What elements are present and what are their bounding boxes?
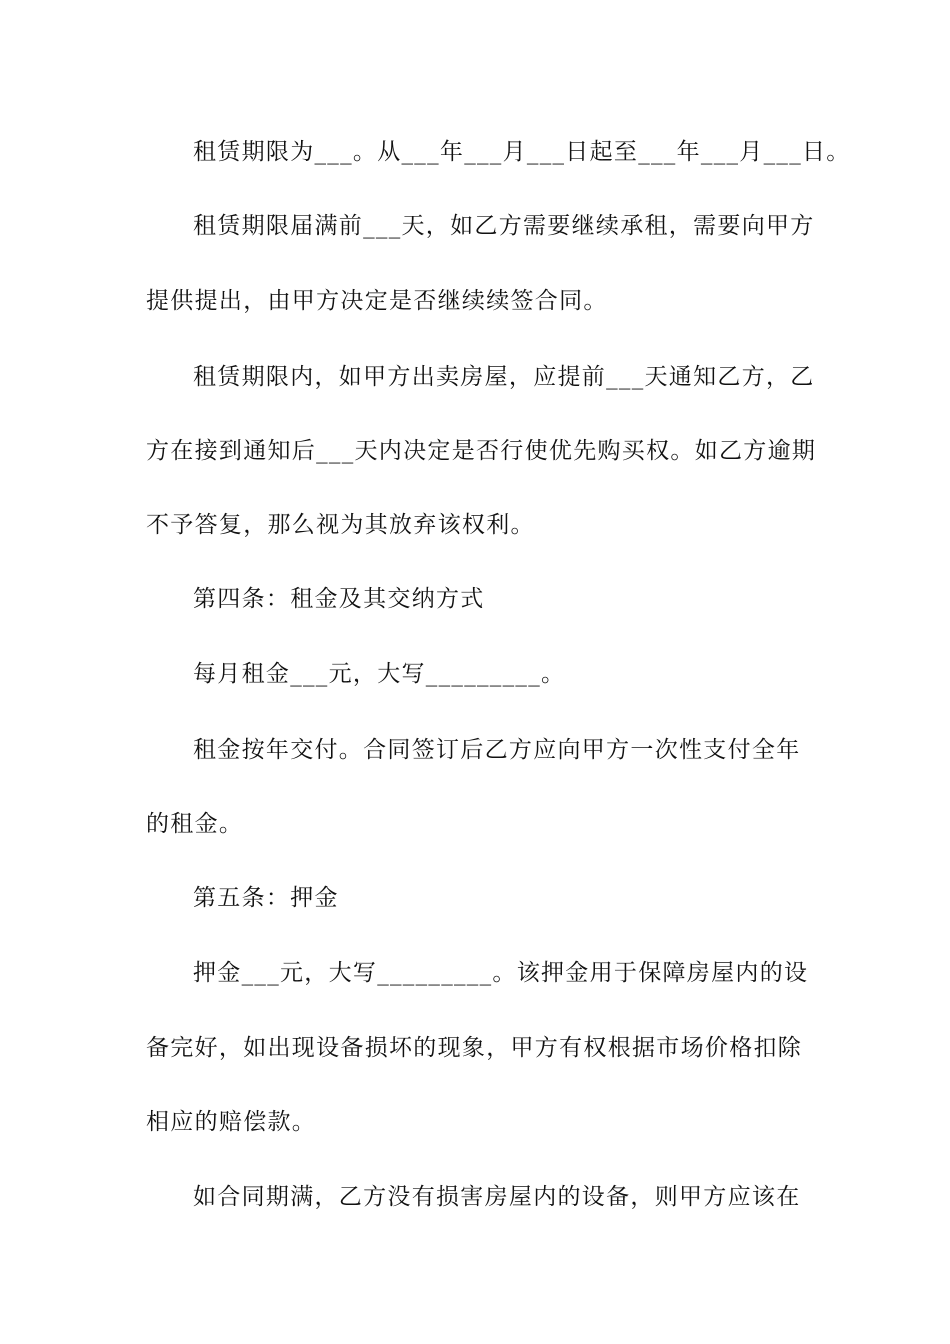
deposit-line-2: 备完好，如出现设备损坏的现象，甲方有权根据市场价格扣除: [146, 1035, 803, 1061]
contract-expiry-line: 如合同期满，乙方没有损害房屋内的设备，则甲方应该在: [193, 1184, 801, 1210]
monthly-rent-line: 每月租金___元，大写_________。: [193, 661, 566, 687]
deposit-line-3: 相应的赔偿款。: [146, 1109, 317, 1135]
sale-notice-line-1: 租赁期限内，如甲方出卖房屋，应提前___天通知乙方，乙: [193, 364, 815, 390]
deposit-line-1: 押金___元，大写_________。该押金用于保障房屋内的设: [193, 960, 809, 986]
article-four-heading: 第四条：租金及其交纳方式: [193, 586, 485, 612]
article-five-heading: 第五条：押金: [193, 885, 339, 911]
sale-notice-line-3: 不予答复，那么视为其放弃该权利。: [146, 512, 535, 538]
sale-notice-line-2: 方在接到通知后___天内决定是否行使优先购买权。如乙方逾期: [146, 438, 817, 464]
renewal-line-2: 提供提出，由甲方决定是否继续续签合同。: [146, 288, 608, 314]
rent-payment-line-1: 租金按年交付。合同签订后乙方应向甲方一次性支付全年: [193, 737, 801, 763]
renewal-line-1: 租赁期限届满前___天，如乙方需要继续承租，需要向甲方: [193, 213, 815, 239]
lease-term-line: 租赁期限为___。从___年___月___日起至___年___月___日。: [193, 139, 851, 165]
rent-payment-line-2: 的租金。: [146, 811, 244, 837]
